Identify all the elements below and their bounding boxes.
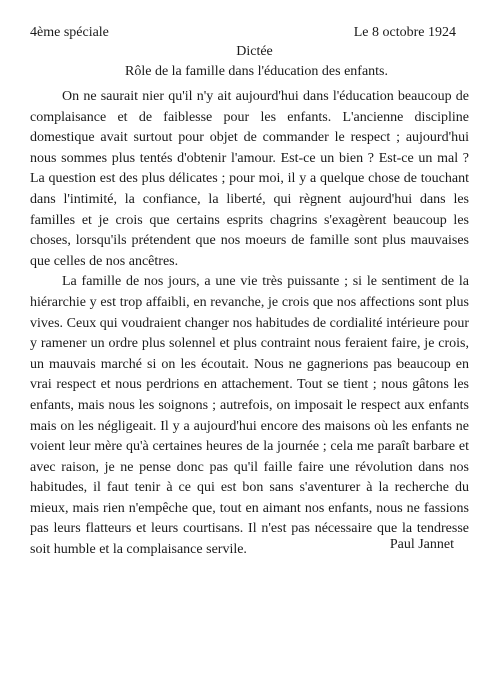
paragraph-2: La famille de nos jours, a une vie très puissante ; si le sentiment de la hiérarchie y est trop affaibli, en revanche, je crois que nos affections sont plus vives. Ceux qui voudraient changer nos habitudes de cordialité intérieure pour y ramener un ordre plus solennel et plus contraint nous feraient faire, je crois, un mauvais marché si on les écoutait. Nous ne gagnerions pas beaucoup en vrai respect et nous perdrions en attachement. Tout se tient ; nous gâtons les enfants, mais nous les soignons ; autrefois, on imposait le respect aux enfants mais on les négligeait. Il y a aujourd'hui encore des maisons où les enfants ne voient leur mère qu'à certaines heures de la journée ; cela me paraît barbare et avec raison, je ne pense donc pas qu'il faille faire une révolution dans nos habitudes, il faut tenir à ce qui est bon sans s'aventurer à la recherche du mieux, mais rien n'empêche que, tout en aimant nos enfants, nous ne fassions pas leurs flatteurs et leurs courtisans. Il n'est pas nécessaire que la tendresse soit humble et la complaisance servile.	[30, 274, 469, 558]
class-label: 4ème spéciale	[30, 25, 109, 40]
document-type-heading: Dictée	[236, 44, 273, 59]
date-label: Le 8 octobre 1924	[353, 25, 456, 40]
document-title: Rôle de la famille dans l'éducation des enfants.	[125, 64, 388, 79]
paragraph-1: On ne saurait nier qu'il n'y ait aujourd'hui dans l'éducation beaucoup de complaisance et de faiblesse pour les enfants. L'ancienne discipline domestique avait surtout pour objet de commander le respect ; aujourd'hui nous sommes plus tentés d'obtenir l'amour. Est-ce un bien ? Est-ce un mal ? La question est des plus délicates ; pour moi, il y a quelque chose de touchant dans l'intimité, la confiance, la liberté, qui règnent aujourd'hui dans les familles et je crois que certains esprits chagrins s'exagèrent beaucoup les choses, lorsqu'ils prétendent que nos moeurs de famille sont plus mauvaises que celles de nos ancêtres.	[30, 89, 469, 269]
author-signature: Paul Jannet	[389, 537, 454, 552]
document-body	[30, 87, 469, 561]
